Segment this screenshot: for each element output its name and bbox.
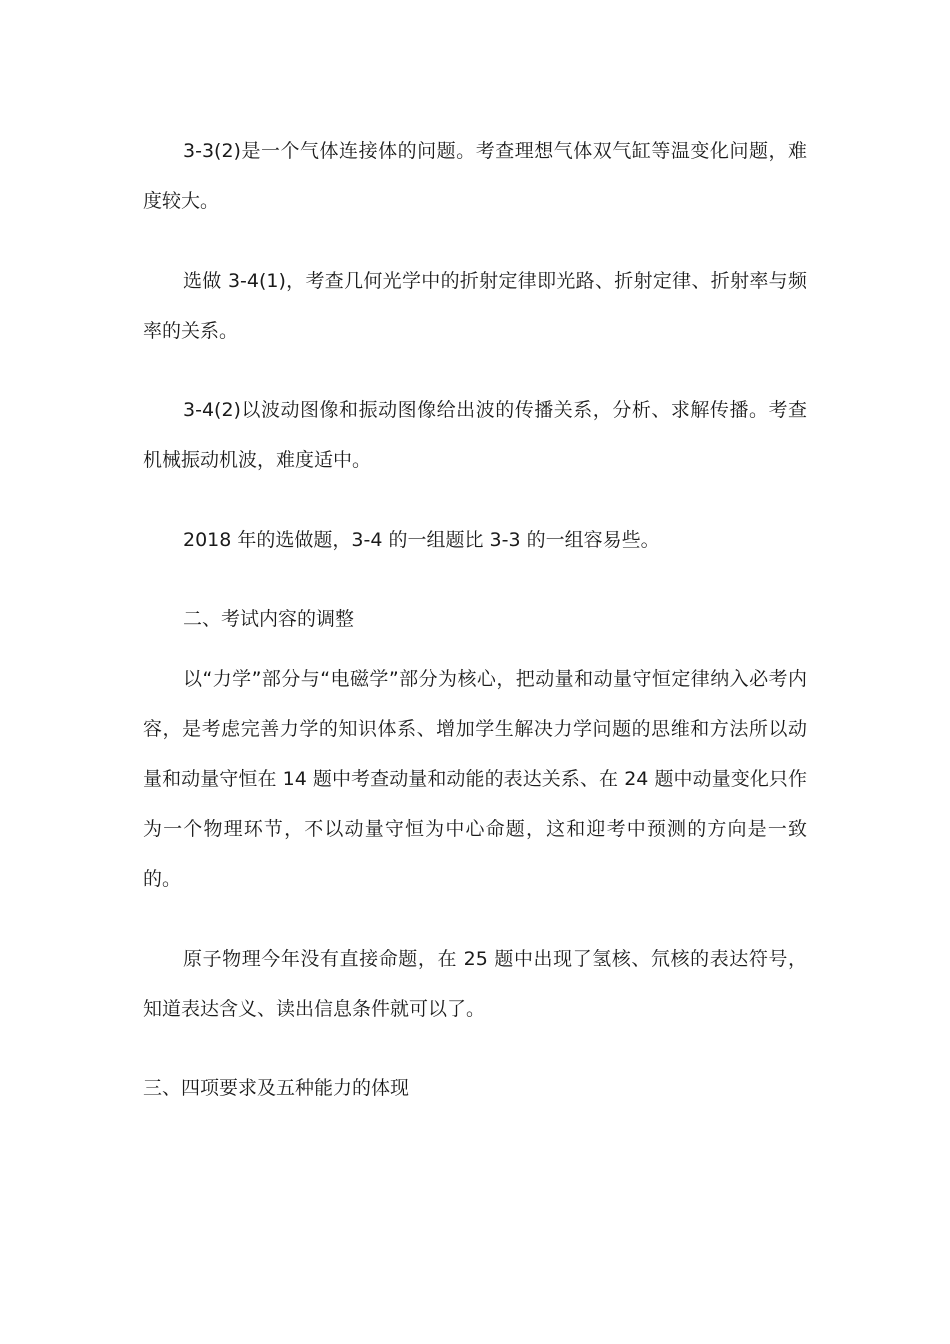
paragraph-atomic-physics: 原子物理今年没有直接命题，在 25 题中出现了氢核、氘核的表达符号，知道表达含义、读出信息条件就可以了。 bbox=[143, 948, 807, 1020]
paragraph-3-3-2: 3-3(2)是一个气体连接体的问题。考查理想气体双气缸等温变化问题，难度较大。 bbox=[143, 140, 807, 212]
paragraph-2018-elective: 2018 年的选做题，3-4 的一组题比 3-3 的一组容易些。 bbox=[183, 529, 660, 551]
paragraph-3-4-1: 选做 3-4(1)，考查几何光学中的折射定律即光路、折射定律、折射率与频率的关系。 bbox=[143, 270, 807, 342]
section-heading-exam-content: 二、考试内容的调整 bbox=[183, 608, 355, 630]
section-heading-requirements-abilities: 三、四项要求及五种能力的体现 bbox=[143, 1077, 410, 1099]
paragraph-momentum: 以“力学”部分与“电磁学”部分为核心，把动量和动量守恒定律纳入必考内容，是考虑完善力学的知识体系、增加学生解决力学问题的思维和方法所以动量和动量守恒在 14 题中考查动量和动能的表达关系、在 24 题中动量变化只作为一个物理环节，不以动量守恒为中心命题，这和迎考中预测的方向是一致的。 bbox=[143, 668, 807, 890]
paragraph-3-4-2: 3-4(2)以波动图像和振动图像给出波的传播关系，分析、求解传播。考查机械振动机波，难度适中。 bbox=[143, 399, 807, 471]
